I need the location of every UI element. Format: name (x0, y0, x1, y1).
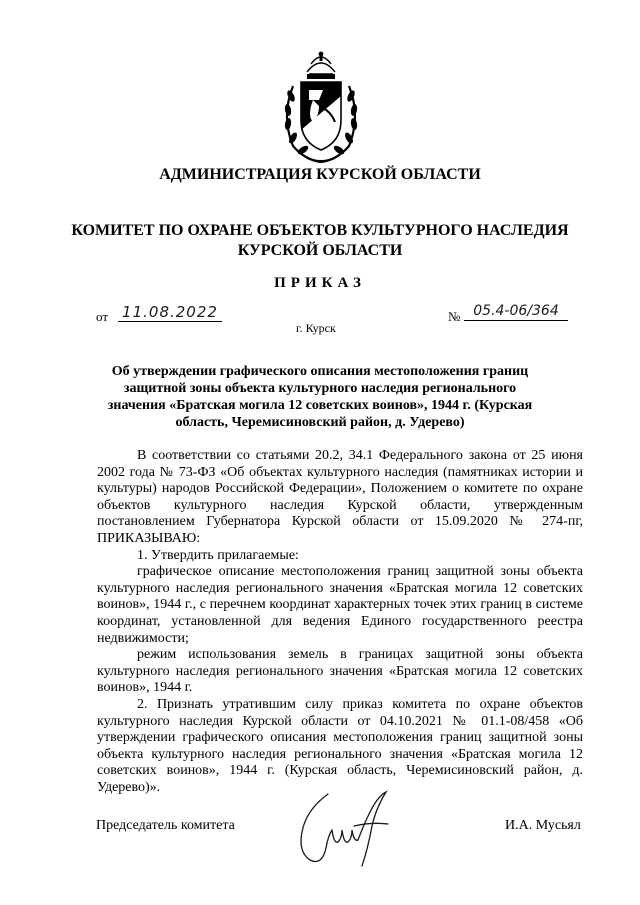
handwritten-order-number: 05.4-06/364 (464, 302, 568, 321)
committee-title-line-1: КОМИТЕТ ПО ОХРАНЕ ОБЪЕКТОВ КУЛЬТУРНОГО НАСЛЕДИЯ (71, 222, 569, 239)
committee-title (0, 221, 640, 261)
handwritten-date: 11.08.2022 (118, 303, 222, 322)
signer-name: И.А. Мусьял (505, 818, 581, 833)
administration-title: АДМИНИСТРАЦИЯ КУРСКОЙ ОБЛАСТИ (159, 166, 481, 183)
order-number-label: № (448, 309, 461, 324)
city-label: г. Курск (296, 321, 336, 335)
order-title: ПРИКАЗ (274, 275, 366, 291)
order-body (97, 448, 583, 796)
order-subject: Об утверждении графического описания местоположения границ защитной зоны объекта культурного наследия регионального значения «Братская могила 12 советских воинов», 1944 г. (Курская область, Черемисиновский район, д. Удерево) (107, 364, 533, 430)
signature-icon (288, 790, 398, 868)
body-paragraph-graphic-description: графическое описание местоположения границ защитной зоны объекта культурного наследия регионального значения «Братская могила 12 советских воинов», 1944 г., с перечнем координат характерных точек этих границ в системе координат, установленной для ведения Единого государственного реестра недвижимости; (97, 564, 583, 646)
committee-title-line-2: КУРСКОЙ ОБЛАСТИ (237, 242, 403, 259)
body-paragraph-item-1: 1. Утвердить прилагаемые: (137, 547, 299, 563)
body-paragraph-preamble: В соответствии со статьями 20.2, 34.1 Федерального закона от 25 июня 2002 года № 73-ФЗ «Об объектах культурного наследия (памятниках истории и культуры) народов Российской Федерации», Положением о комитете по охране объектов культурного наследия Курской области, утвержденным постановлением Губернатора Курской области от 15.09.2020 № 274-пг, ПРИКАЗЫВАЮ: (97, 448, 583, 546)
body-paragraph-item-2: 2. Признать утратившим силу приказ комитета по охране объектов культурного наследия Курской области от 04.10.2021 № 01.1-08/458 «Об утверждении графического описания местоположения границ защитной зоны объекта культурного наследия регионального значения «Братская могила 12 советских воинов», 1944 г. (Курская область, Черемисиновский район, д. Удерево)». (97, 696, 583, 795)
date-label: от (96, 309, 109, 324)
coat-of-arms-icon (279, 50, 363, 168)
body-paragraph-land-use-regime: режим использования земель в границах защитной зоны объекта культурного наследия регионального значения «Братская могила 12 советских воинов», 1944 г. (97, 647, 583, 696)
signer-position: Председатель комитета (96, 818, 235, 833)
